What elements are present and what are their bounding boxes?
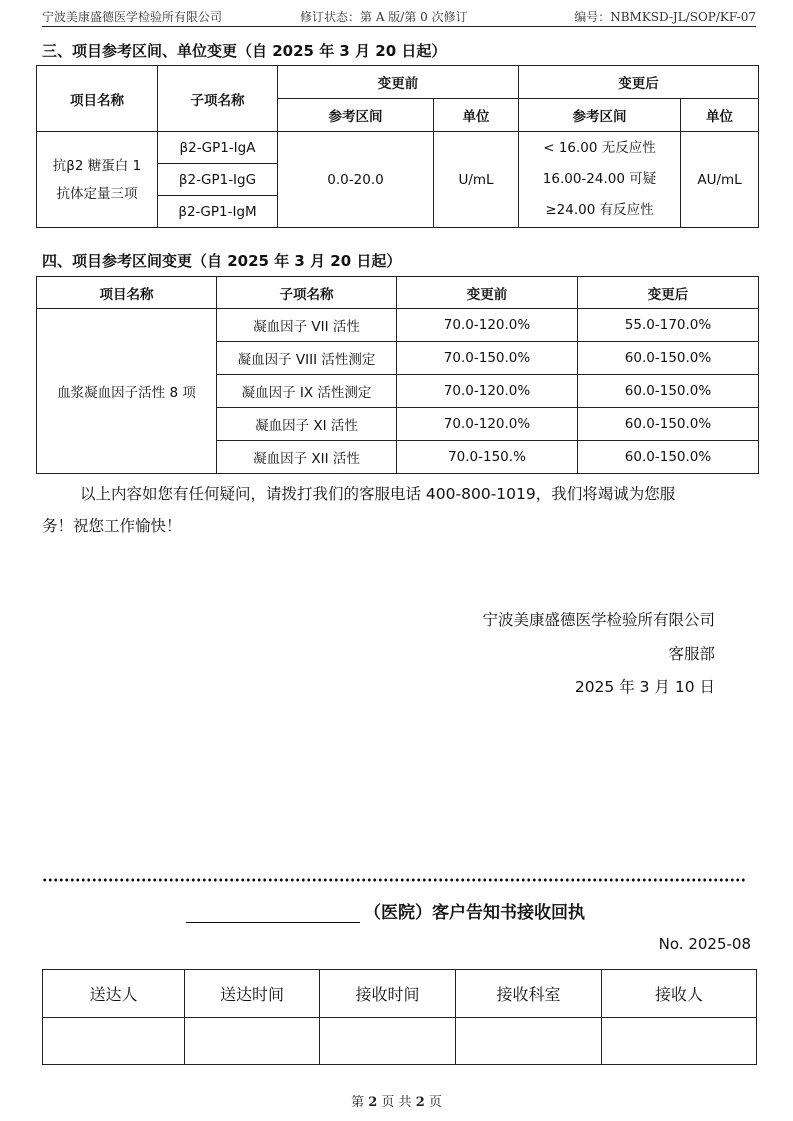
s4-before: 70.0-120.0%	[397, 309, 578, 342]
page-footer	[0, 1091, 793, 1110]
s4-sub-item: 凝血因子 VIII 活性测定	[217, 342, 397, 375]
s3-header-after: 变更后	[519, 66, 759, 99]
receipt-title-text: （医院）客户告知书接收回执	[364, 903, 585, 923]
s3-before-unit: U/mL	[434, 132, 519, 228]
footer-suffix: 页	[428, 1095, 442, 1110]
s3-header-before-range: 参考区间	[278, 99, 434, 132]
header-revision: 修订状态：第 A 版/第 0 次修订	[300, 10, 468, 24]
s3-after-range-line: 16.00-24.00 可疑	[542, 171, 657, 187]
s4-sub-item: 凝血因子 XI 活性	[217, 408, 397, 441]
s3-after-range-line: < 16.00 无反应性	[543, 140, 656, 156]
s4-header-item-name: 项目名称	[37, 277, 217, 309]
s4-after: 60.0-150.0%	[578, 375, 759, 408]
page-header	[42, 6, 756, 27]
s4-after: 60.0-150.0%	[578, 342, 759, 375]
cut-line	[42, 876, 746, 884]
receipt-cell-send-time[interactable]	[185, 1018, 320, 1065]
receipt-cell-sender[interactable]	[43, 1018, 185, 1065]
receipt-cell-dept[interactable]	[456, 1018, 602, 1065]
closing-paragraph	[42, 478, 756, 542]
footer-page-number: 2	[368, 1095, 378, 1110]
s3-before-range: 0.0-20.0	[278, 132, 434, 228]
s3-header-after-unit: 单位	[681, 99, 759, 132]
signature-date: 2025 年 3 月 10 日	[574, 678, 715, 696]
s4-before: 70.0-150.%	[397, 441, 578, 474]
footer-total-pages: 2	[415, 1095, 425, 1110]
s3-sub-item: β2-GP1-IgM	[158, 196, 278, 228]
s4-sub-item: 凝血因子 IX 活性测定	[217, 375, 397, 408]
s4-before: 70.0-120.0%	[397, 408, 578, 441]
s4-sub-item: 凝血因子 VII 活性	[217, 309, 397, 342]
receipt-cell-receiver[interactable]	[602, 1018, 757, 1065]
closing-line2: 务！祝您工作愉快！	[42, 517, 182, 535]
footer-mid: 页 共	[381, 1095, 412, 1110]
receipt-col-send-time: 送达时间	[185, 970, 320, 1018]
section3-title: 三、项目参考区间、单位变更（自 2025 年 3 月 20 日起）	[42, 42, 447, 60]
s4-before: 70.0-150.0%	[397, 342, 578, 375]
s3-after-range-line: ≥24.00 有反应性	[545, 202, 654, 218]
receipt-title	[186, 898, 585, 923]
section4-table	[36, 276, 759, 474]
s4-header-sub-item: 子项名称	[217, 277, 397, 309]
header-doc-code: 编号：NBMKSD-JL/SOP/KF-07	[574, 10, 756, 24]
s4-header-before: 变更前	[397, 277, 578, 309]
s3-item-name-line1: 抗β2 糖蛋白 1	[52, 157, 142, 174]
s3-header-after-range: 参考区间	[519, 99, 681, 132]
receipt-col-sender: 送达人	[43, 970, 185, 1018]
s4-after: 55.0-170.0%	[578, 309, 759, 342]
signature-dept: 客服部	[668, 645, 715, 663]
s3-item-name-cell	[37, 132, 158, 228]
section3-table	[36, 65, 759, 228]
footer-prefix: 第	[351, 1095, 365, 1110]
s4-sub-item: 凝血因子 XII 活性	[217, 441, 397, 474]
receipt-number: No. 2025-08	[658, 935, 751, 953]
s3-item-name-line2: 抗体定量三项	[56, 185, 138, 202]
receipt-col-receive-time: 接收时间	[320, 970, 456, 1018]
closing-line1: 以上内容如您有任何疑问，请拨打我们的客服电话 400-800-1019，我们将竭诚为您服	[80, 485, 676, 503]
s3-sub-item: β2-GP1-IgG	[158, 164, 278, 196]
section4-title: 四、项目参考区间变更（自 2025 年 3 月 20 日起）	[42, 252, 402, 270]
s3-after-unit: AU/mL	[681, 132, 759, 228]
header-company: 宁波美康盛德医学检验所有限公司	[42, 10, 223, 24]
receipt-col-receiver: 接收人	[602, 970, 757, 1018]
receipt-table	[42, 969, 757, 1065]
s3-header-item-name: 项目名称	[37, 66, 158, 132]
s3-sub-item: β2-GP1-IgA	[158, 132, 278, 164]
s3-header-sub-item: 子项名称	[158, 66, 278, 132]
signature-company: 宁波美康盛德医学检验所有限公司	[482, 611, 715, 629]
s4-item-name: 血浆凝血因子活性 8 项	[37, 309, 217, 474]
receipt-cell-receive-time[interactable]	[320, 1018, 456, 1065]
receipt-col-dept: 接收科室	[456, 970, 602, 1018]
s3-header-before: 变更前	[278, 66, 519, 99]
s4-after: 60.0-150.0%	[578, 441, 759, 474]
s4-before: 70.0-120.0%	[397, 375, 578, 408]
s4-header-after: 变更后	[578, 277, 759, 309]
hospital-name-blank[interactable]	[186, 903, 360, 923]
s4-after: 60.0-150.0%	[578, 408, 759, 441]
s3-after-range-cell	[519, 132, 681, 228]
s3-header-before-unit: 单位	[434, 99, 519, 132]
